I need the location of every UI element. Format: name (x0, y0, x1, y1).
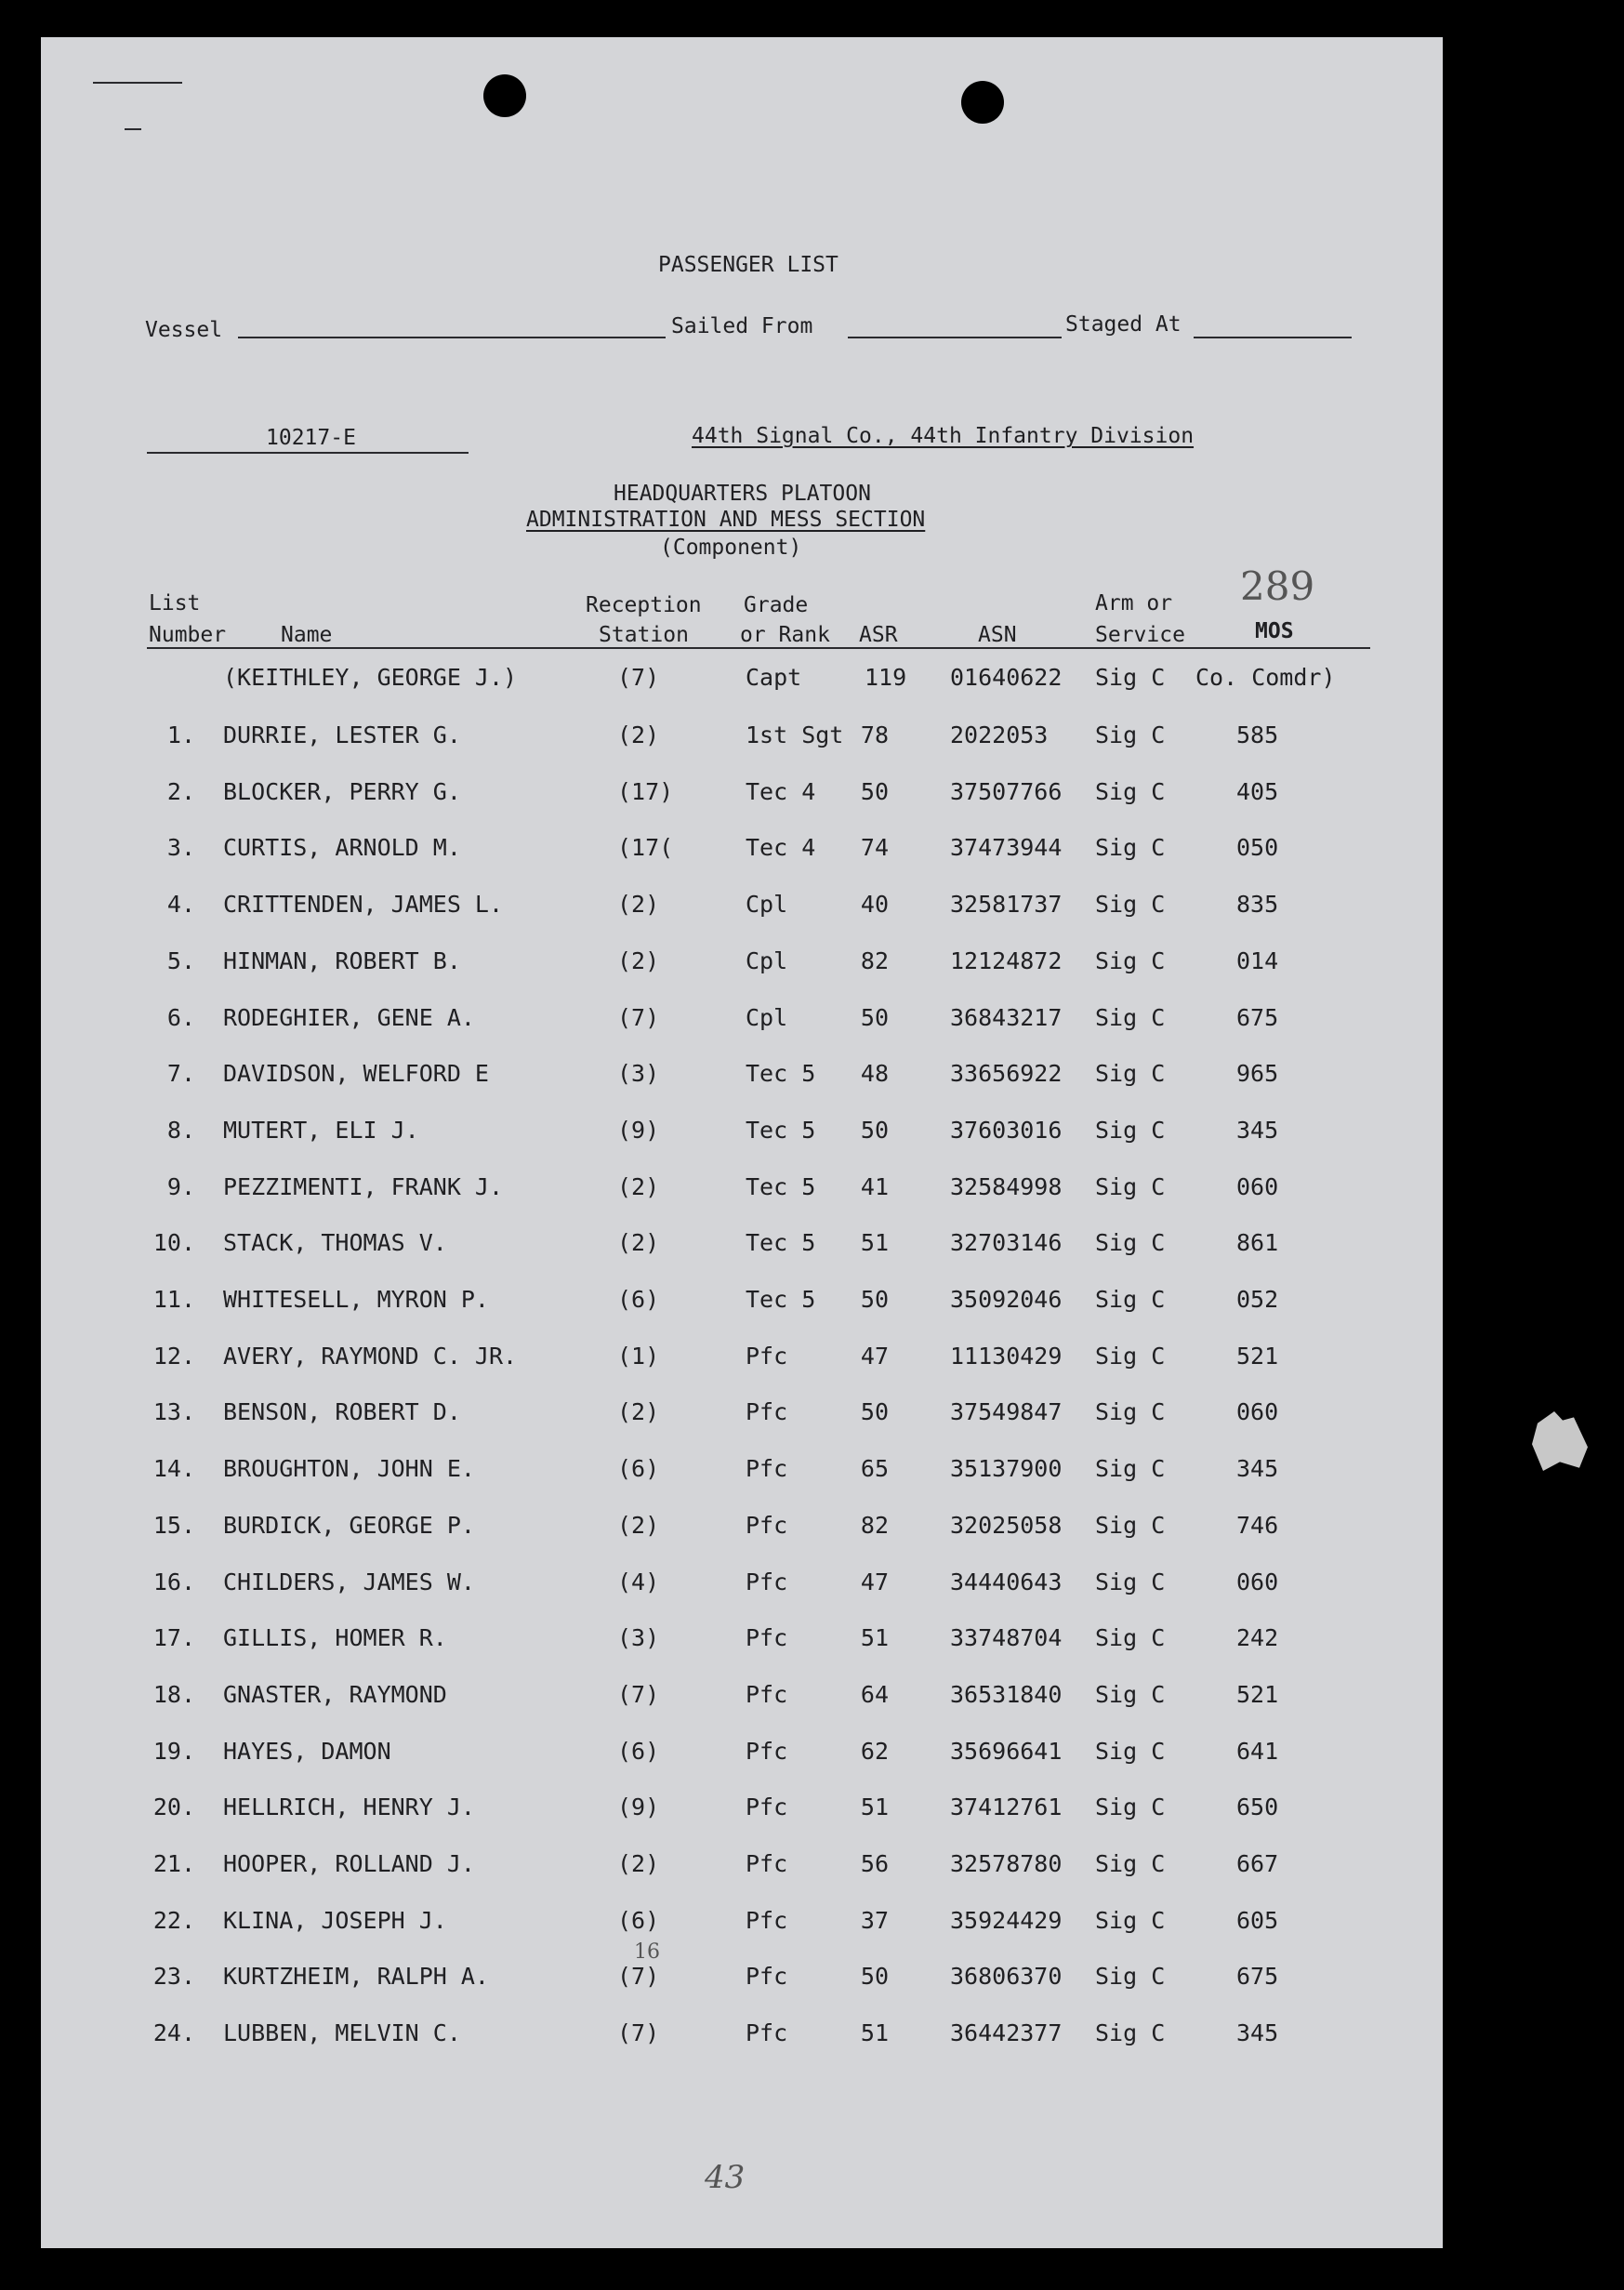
row-grade: Tec 5 (746, 1286, 816, 1313)
sailed-from-field-line (848, 337, 1062, 338)
row-asr: 64 (860, 1681, 889, 1708)
row-arm: Sig C (1095, 1624, 1166, 1651)
row-grade: Tec 5 (746, 1060, 816, 1087)
row-number: 19. (152, 1738, 195, 1765)
row-grade: Tec 5 (746, 1173, 816, 1200)
row-arm: Sig C (1095, 1681, 1166, 1708)
commander-arm: Sig C (1095, 664, 1166, 691)
row-asn: 35092046 (950, 1286, 1063, 1313)
row-mos: 641 (1236, 1738, 1279, 1765)
col-arm-label-2: Service (1095, 623, 1185, 647)
row-asn: 32584998 (950, 1173, 1063, 1200)
row-asn: 37412761 (950, 1794, 1063, 1820)
row-mos: 242 (1236, 1624, 1279, 1651)
row-station: (2) (617, 1512, 660, 1539)
row-grade: Pfc (746, 1963, 788, 1990)
row-asr: 47 (860, 1343, 889, 1370)
row-number: 3. (166, 834, 195, 861)
row-grade: Pfc (746, 1569, 788, 1595)
punch-hole (483, 74, 526, 117)
row-name: BLOCKER, PERRY G. (223, 778, 461, 805)
row-mos: 835 (1236, 891, 1279, 918)
row-number: 23. (152, 1963, 195, 1990)
row-arm: Sig C (1095, 1173, 1166, 1200)
row-arm: Sig C (1095, 2019, 1166, 2046)
row-number: 18. (152, 1681, 195, 1708)
row-mos: 667 (1236, 1850, 1279, 1877)
platoon-title: HEADQUARTERS PLATOON (614, 482, 871, 506)
row-asr: 47 (860, 1569, 889, 1595)
row-station: (2) (617, 1398, 660, 1425)
row-number: 1. (166, 721, 195, 748)
col-mos-label: MOS (1255, 619, 1294, 643)
row-station: (17( (617, 834, 674, 861)
row-station: (6) (617, 1907, 660, 1934)
row-number: 22. (152, 1907, 195, 1934)
row-asn: 32581737 (950, 891, 1063, 918)
row-asr: 37 (860, 1907, 889, 1934)
row-arm: Sig C (1095, 721, 1166, 748)
row-name: CHILDERS, JAMES W. (223, 1569, 475, 1595)
row-station: (2) (617, 891, 660, 918)
row-station: (6) (617, 1286, 660, 1313)
row-arm: Sig C (1095, 1004, 1166, 1031)
row-number: 24. (152, 2019, 195, 2046)
row-arm: Sig C (1095, 1850, 1166, 1877)
row-name: BENSON, ROBERT D. (223, 1398, 461, 1425)
station-handwritten-note: 16 (634, 1940, 660, 1964)
row-mos: 585 (1236, 721, 1279, 748)
row-asn: 35696641 (950, 1738, 1063, 1765)
row-mos: 861 (1236, 1229, 1279, 1256)
row-arm: Sig C (1095, 1512, 1166, 1539)
row-station: (17) (617, 778, 674, 805)
row-mos: 405 (1236, 778, 1279, 805)
row-grade: Cpl (746, 947, 788, 974)
row-asr: 41 (860, 1173, 889, 1200)
row-asr: 50 (860, 1004, 889, 1031)
row-number: 16. (152, 1569, 195, 1595)
row-asr: 56 (860, 1850, 889, 1877)
row-number: 2. (166, 778, 195, 805)
row-grade: Tec 5 (746, 1229, 816, 1256)
row-asn: 35924429 (950, 1907, 1063, 1934)
row-mos: 675 (1236, 1963, 1279, 1990)
commander-station: (7) (617, 664, 660, 691)
row-station: (6) (617, 1455, 660, 1482)
sailed-from-label: Sailed From (671, 314, 813, 338)
row-mos: 345 (1236, 2019, 1279, 2046)
row-asr: 50 (860, 1286, 889, 1313)
row-mos: 052 (1236, 1286, 1279, 1313)
row-arm: Sig C (1095, 1963, 1166, 1990)
row-asn: 32703146 (950, 1229, 1063, 1256)
row-asn: 33656922 (950, 1060, 1063, 1087)
row-name: WHITESELL, MYRON P. (223, 1286, 489, 1313)
row-name: STACK, THOMAS V. (223, 1229, 447, 1256)
row-asn: 37549847 (950, 1398, 1063, 1425)
row-asn: 32578780 (950, 1850, 1063, 1877)
row-station: (2) (617, 947, 660, 974)
col-station-label-2: Station (599, 623, 689, 647)
row-name: CRITTENDEN, JAMES L. (223, 891, 504, 918)
row-name: HAYES, DAMON (223, 1738, 391, 1765)
row-grade: Pfc (746, 1794, 788, 1820)
row-mos: 650 (1236, 1794, 1279, 1820)
commander-grade: Capt (746, 664, 802, 691)
commander-asr: 119 (865, 664, 907, 691)
row-name: RODEGHIER, GENE A. (223, 1004, 475, 1031)
vessel-label: Vessel (145, 318, 223, 342)
row-mos: 675 (1236, 1004, 1279, 1031)
row-name: LUBBEN, MELVIN C. (223, 2019, 461, 2046)
row-grade: Tec 4 (746, 778, 816, 805)
row-asn: 37473944 (950, 834, 1063, 861)
col-list-label-2: Number (149, 623, 227, 647)
row-number: 12. (152, 1343, 195, 1370)
document-page (41, 37, 1443, 2248)
row-number: 15. (152, 1512, 195, 1539)
row-name: GNASTER, RAYMOND (223, 1681, 447, 1708)
row-number: 10. (152, 1229, 195, 1256)
row-grade: Tec 4 (746, 834, 816, 861)
row-mos: 014 (1236, 947, 1279, 974)
row-number: 9. (166, 1173, 195, 1200)
row-name: BROUGHTON, JOHN E. (223, 1455, 475, 1482)
row-mos: 060 (1236, 1398, 1279, 1425)
col-grade-label-2: or Rank (740, 623, 830, 647)
corner-mark (93, 82, 182, 84)
col-station-label-1: Reception (586, 593, 702, 617)
row-number: 8. (166, 1117, 195, 1144)
col-list-label-1: List (149, 591, 201, 616)
paper-scrap (1532, 1411, 1588, 1471)
page-number: 289 (1240, 563, 1315, 609)
row-mos: 060 (1236, 1173, 1279, 1200)
row-arm: Sig C (1095, 1060, 1166, 1087)
corner-mark (125, 128, 141, 130)
row-name: CURTIS, ARNOLD M. (223, 834, 461, 861)
row-grade: Pfc (746, 1738, 788, 1765)
col-arm-label-1: Arm or (1095, 591, 1173, 616)
row-mos: 521 (1236, 1681, 1279, 1708)
shipment-underline (147, 452, 469, 454)
row-mos: 345 (1236, 1455, 1279, 1482)
row-arm: Sig C (1095, 1794, 1166, 1820)
row-number: 11. (152, 1286, 195, 1313)
row-station: (7) (617, 1681, 660, 1708)
bottom-mark: 43 (705, 2159, 746, 2196)
row-asn: 34440643 (950, 1569, 1063, 1595)
row-arm: Sig C (1095, 891, 1166, 918)
row-asn: 32025058 (950, 1512, 1063, 1539)
row-station: (9) (617, 1794, 660, 1820)
row-number: 21. (152, 1850, 195, 1877)
row-asr: 78 (860, 721, 889, 748)
row-arm: Sig C (1095, 1343, 1166, 1370)
row-grade: Tec 5 (746, 1117, 816, 1144)
row-station: (3) (617, 1624, 660, 1651)
staged-at-label: Staged At (1065, 312, 1182, 337)
row-station: (7) (617, 1004, 660, 1031)
row-number: 20. (152, 1794, 195, 1820)
row-asr: 51 (860, 1624, 889, 1651)
col-asr-label: ASR (859, 623, 898, 647)
col-asn-label: ASN (978, 623, 1017, 647)
row-station: (2) (617, 1229, 660, 1256)
row-grade: 1st Sgt (746, 721, 844, 748)
row-name: DAVIDSON, WELFORD E (223, 1060, 489, 1087)
row-asr: 51 (860, 2019, 889, 2046)
row-arm: Sig C (1095, 1117, 1166, 1144)
row-mos: 345 (1236, 1117, 1279, 1144)
row-name: HINMAN, ROBERT B. (223, 947, 461, 974)
row-grade: Pfc (746, 2019, 788, 2046)
row-station: (1) (617, 1343, 660, 1370)
row-number: 13. (152, 1398, 195, 1425)
row-name: HELLRICH, HENRY J. (223, 1794, 475, 1820)
row-arm: Sig C (1095, 834, 1166, 861)
row-arm: Sig C (1095, 1569, 1166, 1595)
commander-mos: Co. Comdr) (1195, 664, 1336, 691)
row-grade: Pfc (746, 1681, 788, 1708)
row-name: KLINA, JOSEPH J. (223, 1907, 447, 1934)
row-asr: 74 (860, 834, 889, 861)
row-asr: 50 (860, 778, 889, 805)
row-mos: 605 (1236, 1907, 1279, 1934)
row-grade: Pfc (746, 1398, 788, 1425)
commander-asn: 01640622 (950, 664, 1063, 691)
row-number: 17. (152, 1624, 195, 1651)
row-name: DURRIE, LESTER G. (223, 721, 461, 748)
row-grade: Pfc (746, 1512, 788, 1539)
row-asr: 51 (860, 1229, 889, 1256)
row-name: MUTERT, ELI J. (223, 1117, 419, 1144)
row-station: (2) (617, 1173, 660, 1200)
row-grade: Pfc (746, 1907, 788, 1934)
row-asr: 82 (860, 1512, 889, 1539)
form-title: PASSENGER LIST (658, 253, 838, 277)
vessel-field-line (238, 337, 666, 338)
row-station: (3) (617, 1060, 660, 1087)
row-asn: 36531840 (950, 1681, 1063, 1708)
unit-name: 44th Signal Co., 44th Infantry Division (692, 424, 1195, 448)
row-number: 7. (166, 1060, 195, 1087)
row-asn: 36806370 (950, 1963, 1063, 1990)
row-name: BURDICK, GEORGE P. (223, 1512, 475, 1539)
row-asr: 82 (860, 947, 889, 974)
row-arm: Sig C (1095, 778, 1166, 805)
col-name-label: Name (281, 623, 333, 647)
row-name: KURTZHEIM, RALPH A. (223, 1963, 489, 1990)
row-asn: 37603016 (950, 1117, 1063, 1144)
row-station: (7) (617, 2019, 660, 2046)
section-title: ADMINISTRATION AND MESS SECTION (526, 508, 926, 532)
row-station: (6) (617, 1738, 660, 1765)
row-grade: Pfc (746, 1624, 788, 1651)
row-grade: Pfc (746, 1850, 788, 1877)
row-asr: 48 (860, 1060, 889, 1087)
row-mos: 965 (1236, 1060, 1279, 1087)
row-number: 14. (152, 1455, 195, 1482)
row-asn: 11130429 (950, 1343, 1063, 1370)
component-label: (Component) (660, 536, 802, 560)
row-station: (9) (617, 1117, 660, 1144)
col-grade-label-1: Grade (744, 593, 809, 617)
row-asr: 50 (860, 1398, 889, 1425)
row-asn: 2022053 (950, 721, 1049, 748)
row-name: GILLIS, HOMER R. (223, 1624, 447, 1651)
row-name: AVERY, RAYMOND C. JR. (223, 1343, 518, 1370)
row-arm: Sig C (1095, 1455, 1166, 1482)
row-asn: 33748704 (950, 1624, 1063, 1651)
header-underline (147, 647, 1370, 649)
row-number: 4. (166, 891, 195, 918)
commander-name: (KEITHLEY, GEORGE J.) (223, 664, 518, 691)
row-mos: 521 (1236, 1343, 1279, 1370)
row-station: (2) (617, 1850, 660, 1877)
row-mos: 746 (1236, 1512, 1279, 1539)
row-asn: 36442377 (950, 2019, 1063, 2046)
row-name: HOOPER, ROLLAND J. (223, 1850, 475, 1877)
shipment-number: 10217-E (266, 426, 356, 450)
row-mos: 060 (1236, 1569, 1279, 1595)
staged-at-field-line (1194, 337, 1352, 338)
row-grade: Pfc (746, 1455, 788, 1482)
row-asr: 65 (860, 1455, 889, 1482)
row-asn: 36843217 (950, 1004, 1063, 1031)
row-number: 6. (166, 1004, 195, 1031)
row-station: (2) (617, 721, 660, 748)
row-grade: Cpl (746, 891, 788, 918)
row-asr: 62 (860, 1738, 889, 1765)
row-grade: Cpl (746, 1004, 788, 1031)
row-arm: Sig C (1095, 1738, 1166, 1765)
row-grade: Pfc (746, 1343, 788, 1370)
row-asn: 35137900 (950, 1455, 1063, 1482)
row-arm: Sig C (1095, 947, 1166, 974)
row-arm: Sig C (1095, 1398, 1166, 1425)
row-arm: Sig C (1095, 1907, 1166, 1934)
row-station: (4) (617, 1569, 660, 1595)
row-asr: 51 (860, 1794, 889, 1820)
row-arm: Sig C (1095, 1286, 1166, 1313)
row-number: 5. (166, 947, 195, 974)
row-station: (7) (617, 1963, 660, 1990)
row-asr: 40 (860, 891, 889, 918)
row-name: PEZZIMENTI, FRANK J. (223, 1173, 504, 1200)
row-asr: 50 (860, 1117, 889, 1144)
row-asn: 12124872 (950, 947, 1063, 974)
row-mos: 050 (1236, 834, 1279, 861)
punch-hole (961, 81, 1004, 124)
row-arm: Sig C (1095, 1229, 1166, 1256)
row-asr: 50 (860, 1963, 889, 1990)
row-asn: 37507766 (950, 778, 1063, 805)
